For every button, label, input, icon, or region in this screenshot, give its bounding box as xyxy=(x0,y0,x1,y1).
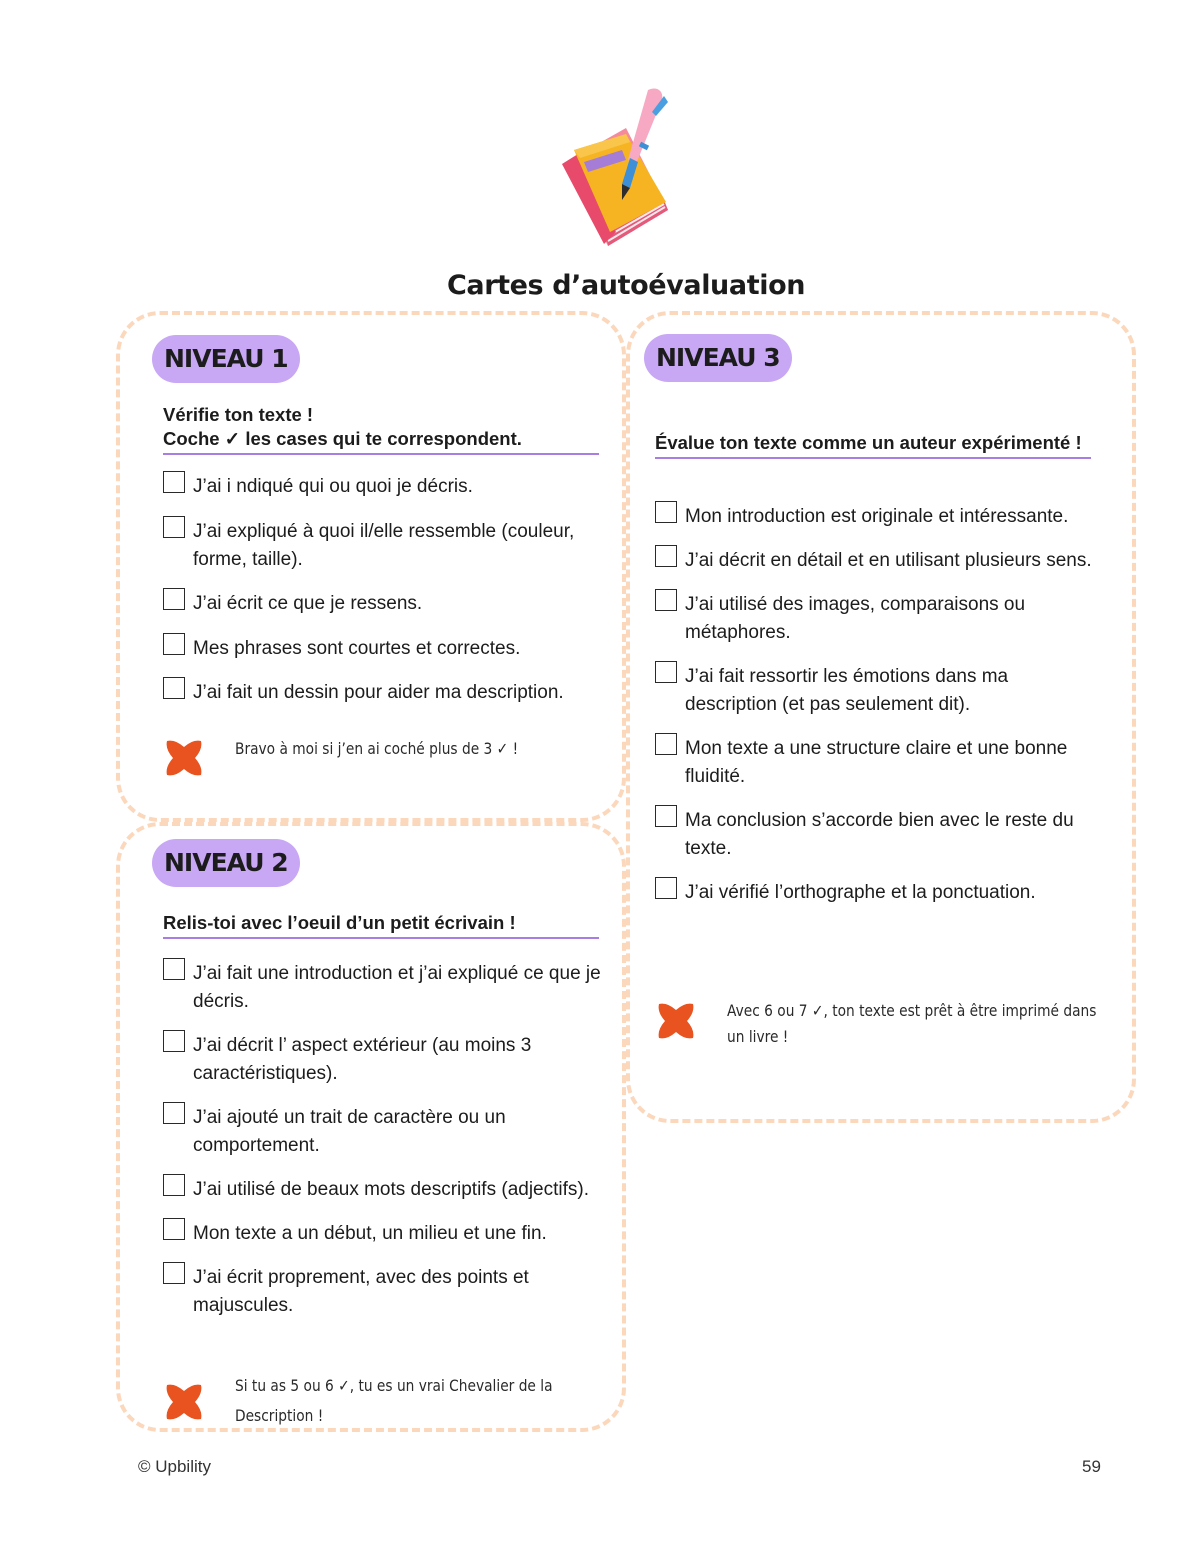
checkbox[interactable] xyxy=(163,588,185,610)
checklist-item-label: J’ai écrit proprement, avec des points et majuscules. xyxy=(193,1267,529,1316)
cross-star-icon xyxy=(163,737,205,779)
reward-message: Bravo à moi si j’en ai coché plus de 3 ✓ ! xyxy=(235,739,519,758)
cross-star-icon xyxy=(163,1381,205,1423)
reward-message: Avec 6 ou 7 ✓, ton texte est prêt à être imprimé dans un livre ! xyxy=(727,1001,1097,1046)
instruction-line: Coche ✓ les cases qui te correspondent. xyxy=(163,428,522,449)
checklist-item-label: J’ai décrit en détail et en utilisant plusieurs sens. xyxy=(685,550,1092,571)
checklist-item xyxy=(163,635,603,663)
checkbox[interactable] xyxy=(655,877,677,899)
book-icon xyxy=(562,128,668,246)
checklist-item xyxy=(163,1220,603,1248)
checklist xyxy=(655,503,1095,923)
checklist-item-label: Mes phrases sont courtes et correctes. xyxy=(193,637,521,659)
checklist-item-label: J’ai écrit ce que je ressens. xyxy=(193,593,423,614)
checklist-item xyxy=(655,503,1095,531)
checkbox[interactable] xyxy=(655,661,677,683)
checkbox[interactable] xyxy=(163,471,185,493)
checklist-item xyxy=(163,960,603,1016)
checklist-item xyxy=(655,547,1095,575)
card-instructions: Relis-toi avec l’oeuil d’un petit écrivain ! xyxy=(163,911,599,939)
checklist-item-label: Mon texte a une structure claire et une bonne fluidité. xyxy=(685,738,1068,787)
checklist-item xyxy=(163,1032,603,1088)
checklist-item xyxy=(163,518,603,574)
checklist-item xyxy=(163,1264,603,1320)
checklist-item-label: J’ai fait un dessin pour aider ma description. xyxy=(193,682,564,703)
level-badge: NIVEAU 1 xyxy=(152,335,300,383)
checkbox[interactable] xyxy=(163,516,185,538)
copyright-notice: © Upbility xyxy=(138,1457,211,1476)
card-niveau-1 xyxy=(116,311,626,822)
checklist-item xyxy=(655,663,1095,719)
checklist-item xyxy=(163,473,603,501)
checkbox[interactable] xyxy=(163,1030,185,1052)
checklist xyxy=(163,960,603,1336)
checklist-item-label: J’ai expliqué à quoi il/elle ressemble (couleur, forme, taille). xyxy=(193,520,575,570)
checklist-item-label: J’ai i ndiqué qui ou quoi je décris. xyxy=(193,476,473,497)
checklist-item-label: J’ai fait une introduction et j’ai expliqué ce que je décris. xyxy=(193,963,601,1012)
checkbox[interactable] xyxy=(655,733,677,755)
checklist-item xyxy=(163,1104,603,1160)
checkbox[interactable] xyxy=(655,805,677,827)
level-badge: NIVEAU 3 xyxy=(644,334,792,382)
reward-message: Si tu as 5 ou 6 ✓, tu es un vrai Chevalier de la Description ! xyxy=(235,1376,553,1425)
checklist-item xyxy=(655,879,1095,907)
checklist-item xyxy=(655,807,1095,863)
checklist-item-label: J’ai vérifié l’orthographe et la ponctuation. xyxy=(685,882,1036,903)
checklist-item-label: Mon texte a un début, un milieu et une fin. xyxy=(193,1223,547,1244)
checklist-item-label: J’ai ajouté un trait de caractère ou un comportement. xyxy=(193,1107,506,1156)
checkbox[interactable] xyxy=(163,1174,185,1196)
checkbox[interactable] xyxy=(655,589,677,611)
checklist-item-label: J’ai fait ressortir les émotions dans ma description (et pas seulement dit). xyxy=(685,666,1009,715)
checklist-item-label: J’ai décrit l’ aspect extérieur (au moins 3 caractéristiques). xyxy=(193,1035,532,1084)
card-instructions xyxy=(163,403,599,455)
checklist-item xyxy=(163,679,603,707)
checklist-item xyxy=(655,591,1095,647)
checkbox[interactable] xyxy=(163,1262,185,1284)
book-pen-illustration xyxy=(556,84,696,250)
checklist-item-label: J’ai utilisé des images, comparaisons ou métaphores. xyxy=(685,594,1026,643)
checkbox[interactable] xyxy=(163,1218,185,1240)
checkbox[interactable] xyxy=(655,545,677,567)
level-badge: NIVEAU 2 xyxy=(152,839,300,887)
checkbox[interactable] xyxy=(655,501,677,523)
card-niveau-2 xyxy=(116,822,626,1432)
checklist-item xyxy=(163,1176,603,1204)
checklist-item-label: Ma conclusion s’accorde bien avec le reste du texte. xyxy=(685,810,1074,859)
card-instructions: Évalue ton texte comme un auteur expérimenté ! xyxy=(655,431,1091,459)
instruction-line: Vérifie ton texte ! xyxy=(163,404,314,425)
checkbox[interactable] xyxy=(163,677,185,699)
checklist-item xyxy=(163,590,603,618)
checkbox[interactable] xyxy=(163,958,185,980)
checklist-item-label: Mon introduction est originale et intéressante. xyxy=(685,506,1069,527)
checklist xyxy=(163,473,603,724)
checklist-item xyxy=(655,735,1095,791)
cross-star-icon xyxy=(655,1000,697,1042)
checkbox[interactable] xyxy=(163,1102,185,1124)
page-number: 59 xyxy=(1082,1457,1101,1476)
card-niveau-3 xyxy=(626,311,1136,1123)
checkbox[interactable] xyxy=(163,633,185,655)
checklist-item-label: J’ai utilisé de beaux mots descriptifs (adjectifs). xyxy=(193,1179,589,1200)
page-title: Cartes d’autoévaluation xyxy=(446,270,806,302)
